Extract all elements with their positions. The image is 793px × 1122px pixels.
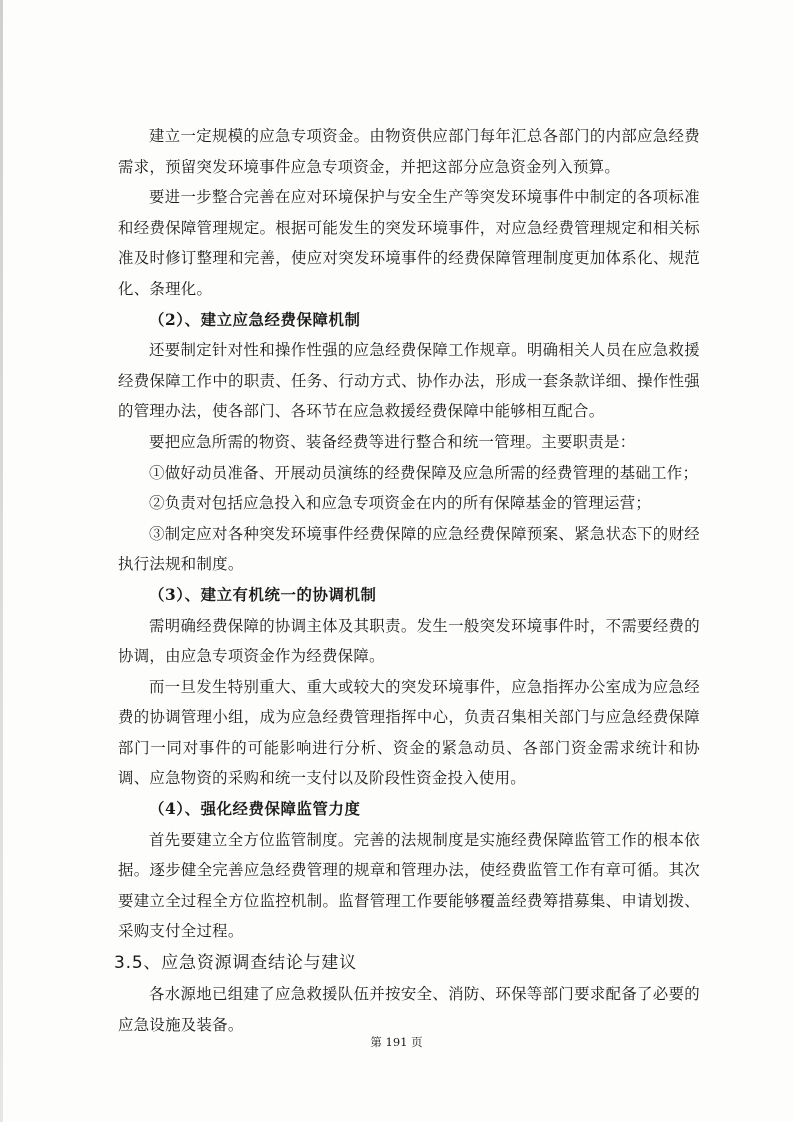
- paragraph-rescue-teams: 各水源地已组建了应急救援队伍并按安全、消防、环保等部门要求配备了必要的应急设施及装备。: [118, 985, 700, 1034]
- section-title-3-5: 3.5、应急资源调查结论与建议: [114, 953, 358, 974]
- heading-funding-mechanism: （2）、建立应急经费保障机制: [149, 310, 361, 329]
- paragraph-major-incident: 而一旦发生特别重大、重大或较大的突发环境事件，应急指挥办公室成为应急经费的协调管理小组，成为应急经费管理指挥中心，负责召集相关部门与应急经费保障部门一同对事件的可能影响进行分析、资金的紧急动员、各部门资金需求统计和协调、应急物资的采购和统一支付以及阶段性资金投入使用。: [118, 677, 700, 788]
- list-item-duty-3: ③制定应对各种突发环境事件经费保障的应急经费保障预案、紧急状态下的财经执行法规和制度。: [118, 524, 700, 574]
- paragraph-supervision-system: 首先要建立全方位监管制度。完善的法规制度是实施经费保障监管工作的根本依据。逐步健全完善应急经费管理的规章和管理办法，使经费监管工作有章可循。其次要建立全过程全方位监控机制。监督管理工作要能够覆盖经费筹措募集、申请划拨、采购支付全过程。: [118, 830, 700, 941]
- page-number: 第 191 页: [370, 1035, 423, 1049]
- paragraph-work-rules: 还要制定针对性和操作性强的应急经费保障工作规章。明确相关人员在应急救援经费保障工作中的职责、任务、行动方式、协作办法，形成一套条款详细、操作性强的管理办法，使各部门、各环节在应急救援经费保障中能够相互配合。: [118, 341, 700, 421]
- list-item-duty-1: ①做好动员准备、开展动员演练的经费保障及应急所需的经费管理的基础工作；: [149, 463, 699, 482]
- heading-supervision: （4）、强化经费保障监管力度: [149, 800, 361, 819]
- document-body: [114, 121, 700, 1040]
- paragraph-unified-management: 要把应急所需的物资、装备经费等进行整合和统一管理。主要职责是：: [149, 432, 636, 451]
- heading-coordination-mechanism: （3）、建立有机统一的协调机制: [149, 585, 377, 604]
- list-item-duty-2: ②负责对包括应急投入和应急专项资金在内的所有保障基金的管理运营；: [149, 494, 652, 513]
- paragraph-integrate-standards: 要进一步整合完善在应对环境保护与安全生产等突发环境事件中制定的各项标准和经费保障管理规定。根据可能发生的突发环境事件，对应急经费管理规定和相关标准及时修订整理和完善，使应对突发环境事件的经费保障管理制度更加体系化、规范化、条理化。: [118, 188, 700, 298]
- paragraph-coordination-subject: 需明确经费保障的协调主体及其职责。发生一般突发环境事件时，不需要经费的协调，由应急专项资金作为经费保障。: [118, 616, 700, 666]
- paragraph-special-fund: 建立一定规模的应急专项资金。由物资供应部门每年汇总各部门的内部应急经费需求，预留突发环境事件应急专项资金，并把这部分应急资金列入预算。: [118, 127, 700, 176]
- page-left-edge: [0, 0, 3, 1122]
